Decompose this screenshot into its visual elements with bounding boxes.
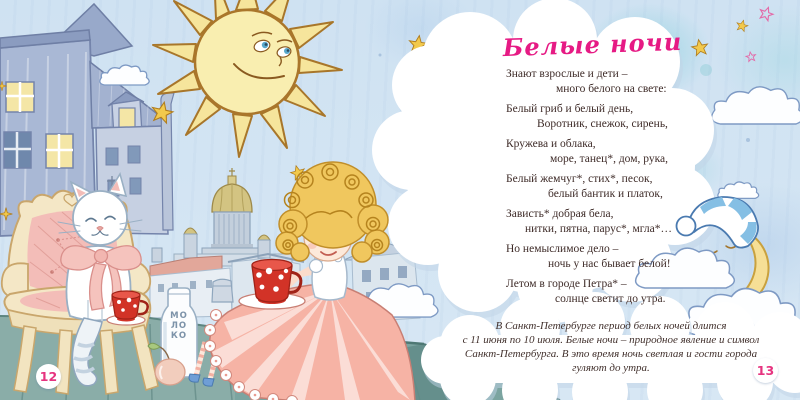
poem-line: Но немыслимое дело – <box>506 243 619 255</box>
poem-line: Белый жемчуг*, стих*, песок, <box>506 173 653 185</box>
window-lit <box>6 82 34 112</box>
chimney <box>212 279 233 302</box>
window-lit <box>46 134 73 168</box>
poem-line: солнце светит до утра. <box>555 293 666 305</box>
poem-line: ночь у нас бывает белой! <box>548 258 671 270</box>
gold-star-icon <box>735 19 749 32</box>
window-dark <box>4 132 31 168</box>
footnote-line: В Санкт-Петербурге период белых ночей длится <box>495 320 727 332</box>
cloud-above-moon <box>718 182 759 198</box>
poem-title: Белые ночи <box>502 26 683 63</box>
poem <box>506 67 716 307</box>
poem-line: Воротник, снежок, сирень, <box>537 118 668 130</box>
gold-star-icon <box>691 38 710 56</box>
pink-star-icon <box>758 5 775 21</box>
footnote-line: Санкт-Петербурга. В это время ночь светлая и гости города <box>464 348 758 360</box>
poem-line: белый бантик и платок, <box>548 188 663 200</box>
cloud-buildings <box>100 65 149 85</box>
poem-line: море, танец*, дом, рука, <box>550 153 668 165</box>
footnote <box>443 319 779 375</box>
milk-bottle-label: МОЛОКО <box>170 311 188 341</box>
poem-line: Белый гриб и белый день, <box>506 103 634 115</box>
cloud-top-right <box>712 87 800 124</box>
poem-line: Кружева и облака, <box>506 138 596 150</box>
poem-line: Летом в городе Петра* – <box>506 278 627 290</box>
poem-line: нитки, пятна, парус*, мгла*… <box>525 223 673 235</box>
pink-star-icon <box>745 51 756 62</box>
footnote-line: гуляют до утра. <box>572 362 650 374</box>
sandal <box>189 374 200 382</box>
poem-line: Знают взрослые и дети – <box>506 68 628 80</box>
poem-line: Зависть* добрая бела, <box>506 208 614 220</box>
sun <box>153 0 342 157</box>
page-number-right: 13 <box>753 358 778 383</box>
page-number-left: 12 <box>36 364 61 389</box>
poem-line: много белого на свете: <box>556 83 667 95</box>
sandal <box>203 378 214 386</box>
footnote-line: с 11 июня по 10 июля. Белые ночи – природное явление и символ <box>462 334 760 346</box>
